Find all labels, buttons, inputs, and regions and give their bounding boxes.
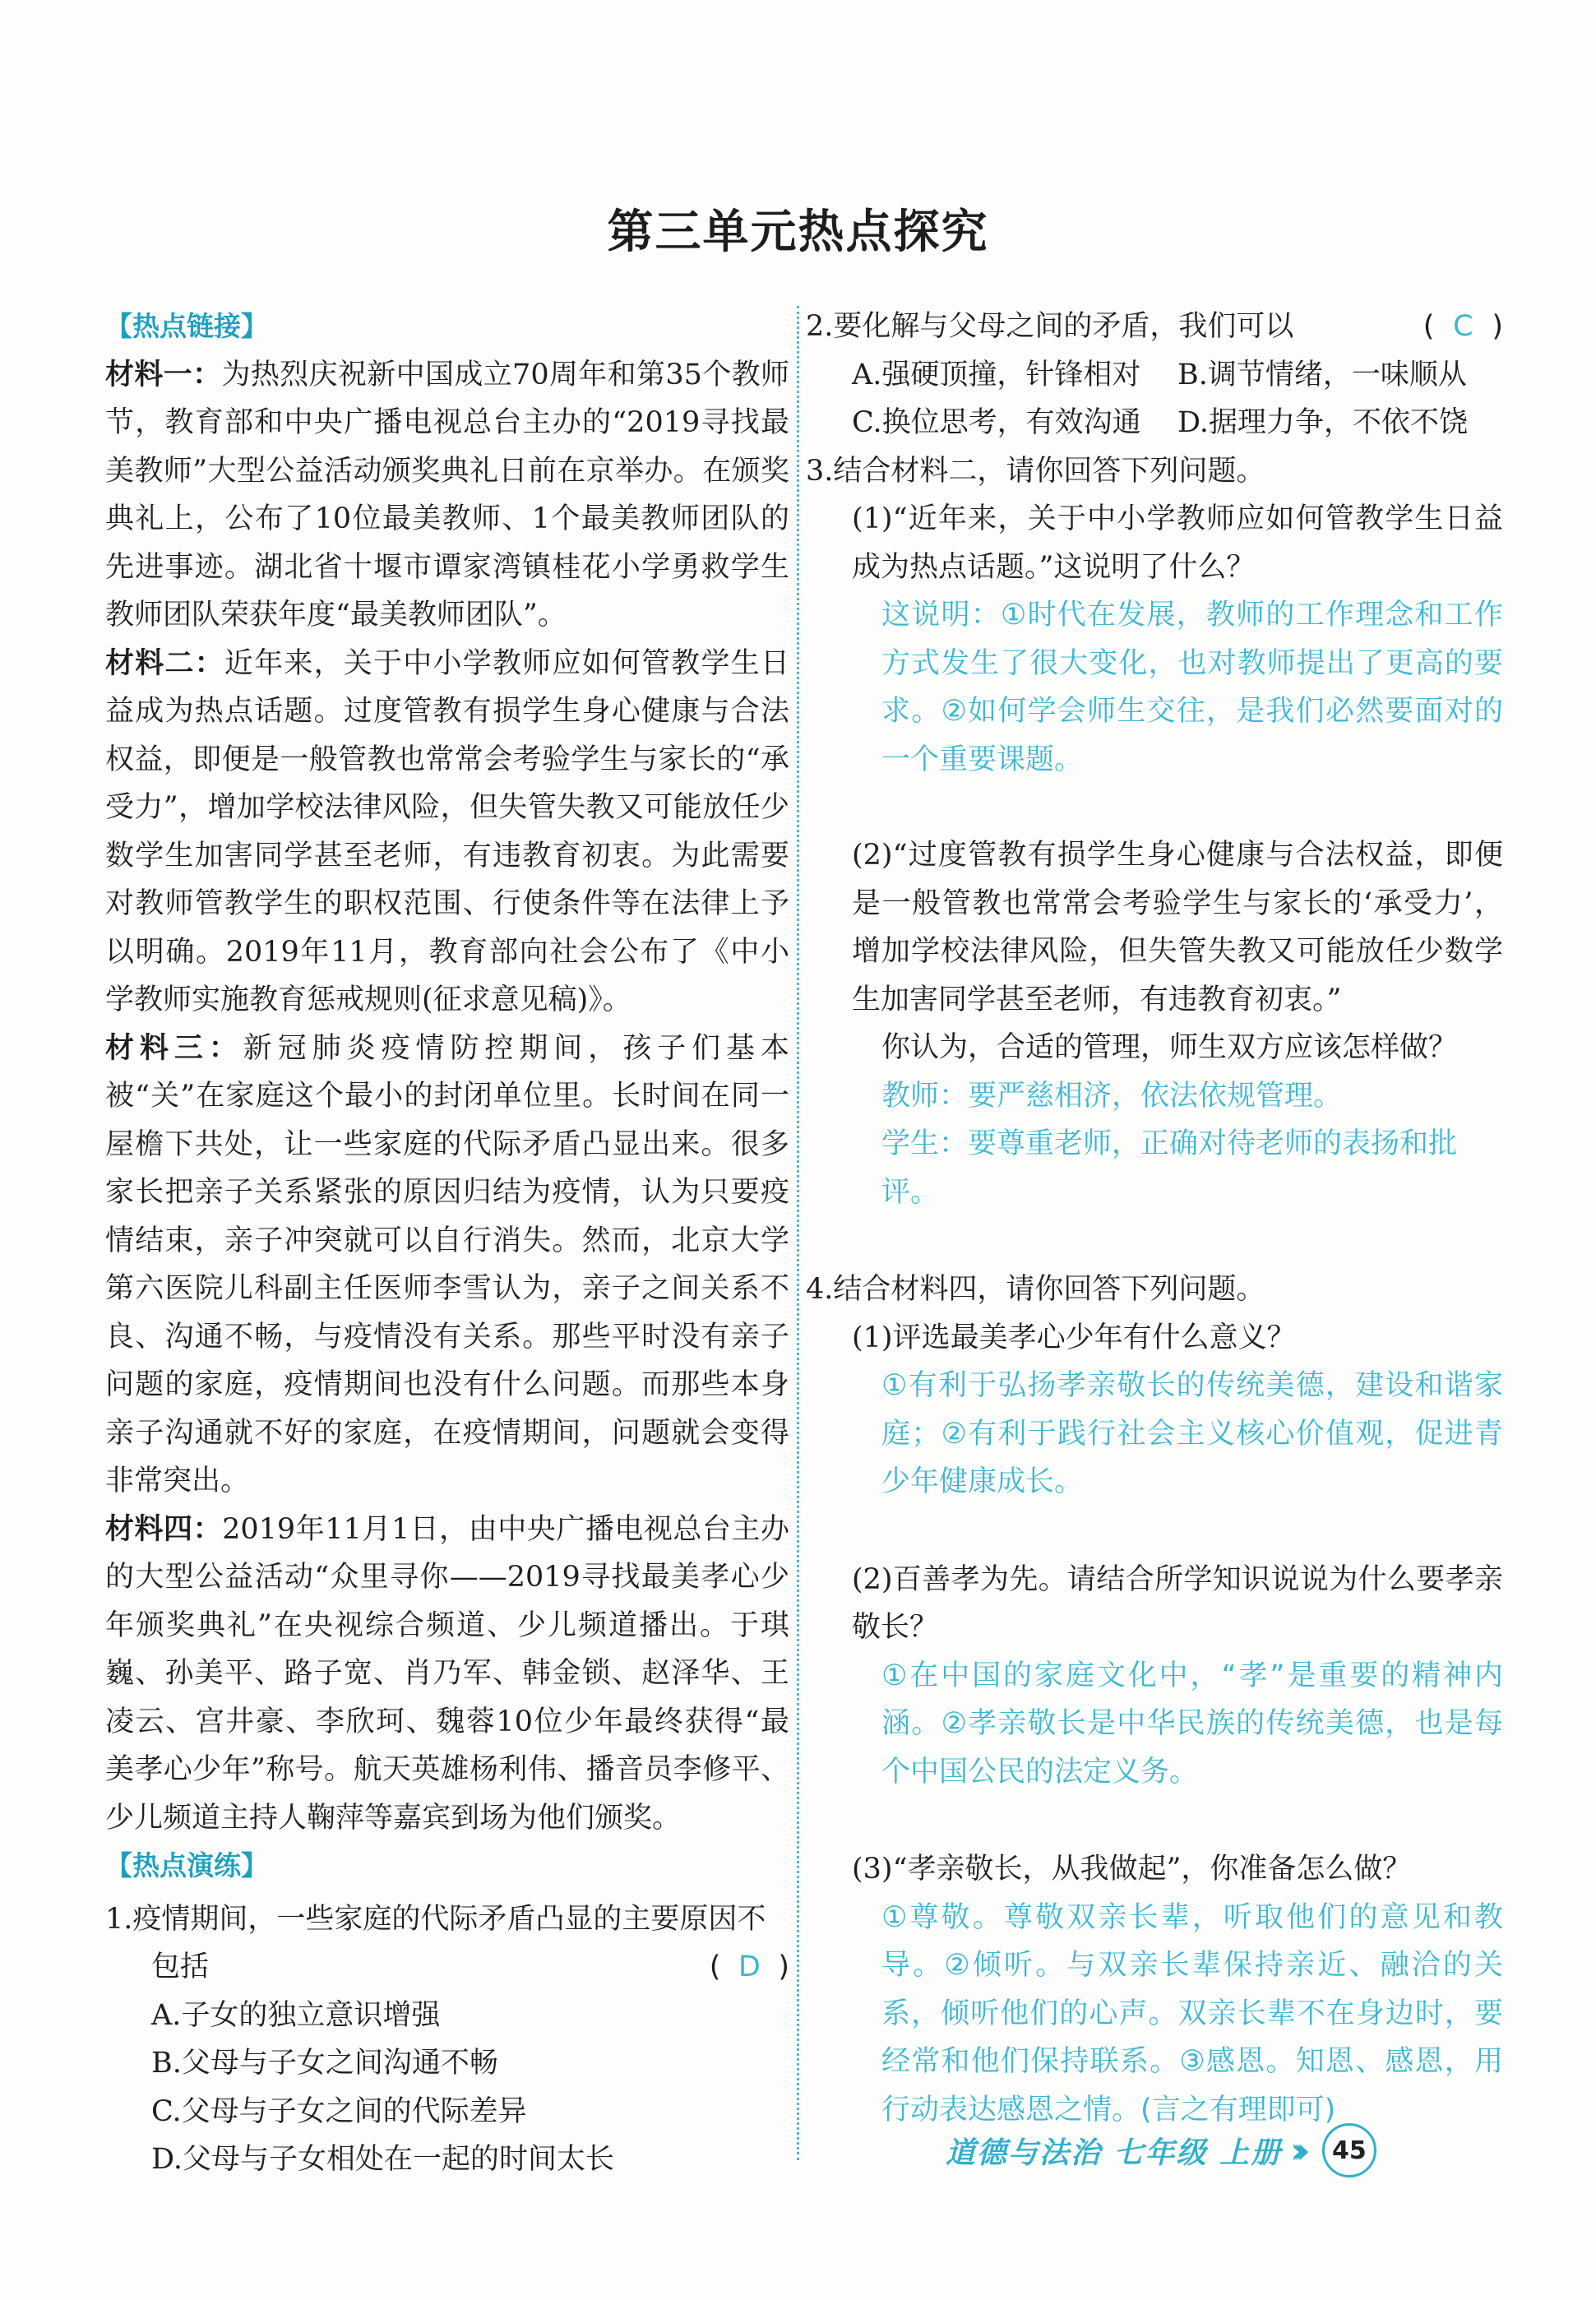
question-1-stem: 1.疫情期间，一些家庭的代际矛盾凸显的主要原因不 [105,1902,766,1936]
answer-bracket [710,1943,789,1992]
bracket-open: ( [709,1951,721,1983]
option: C.换位思考，有效沟通 [852,406,1141,439]
question-2-stem-row [806,303,1503,351]
question-2-stem: 2.要化解与父母之间的矛盾，我们可以 [806,310,1294,343]
page-title: 第三单元热点探究 [607,205,989,259]
material-label: 材料三： [105,1031,243,1065]
option: A.子女的独立意识增强 [151,1998,441,2032]
page-footer [946,2122,1513,2179]
answer-letter: D [738,1951,761,1983]
material-2 [105,640,789,1025]
answer-text: 教师：要严慈相济，依法依规管理。 [881,1079,1343,1113]
answer-text: 这说明：①时代在发展，教师的工作理念和工作方式发生了很大变化，也对教师提出了更高的要求。②如何学会师生交往，是我们必然要面对的一个重要课题。 [881,599,1503,776]
sub-question-1: (1)“近年来，关于中小学教师应如何管教学生日益成为热点话题。”这说明了什么？ [852,502,1503,584]
sub-question-2: (2)“过度管教有损学生身心健康与合法权益，即便是一般管教也常常会考验学生与家长的‘承受力’，增加学校法律风险，但失管失教又可能放任少数学生加害同学甚至老师，有违教育初衷。” [852,839,1503,1016]
answer-text: 学生：要尊重老师，正确对待老师的表扬和批评。 [881,1127,1458,1209]
answer-letter: C [1453,310,1473,343]
bracket-open: ( [1423,310,1435,343]
hot-link-tag: 【热点链接】 [105,310,268,342]
material-text: 为热烈庆祝新中国成立70周年和第35个教师节，教育部和中央广播电视总台主办的“2019寻找最美教师”大型公益活动颁奖典礼日前在京举办。在颁奖典礼上，公布了10位最美教师、1个最美教师团队的先进事迹。湖北省十堰市谭家湾镇桂花小学勇救学生教师团队荣获年度“最美教师团队”。 [105,358,789,632]
answer-space [806,1216,1503,1266]
option: B.调节情绪，一味顺从 [1177,358,1467,391]
question-4 [806,1266,1503,2134]
option: A.强硬顶撞，针锋相对 [852,358,1141,391]
answer-bracket [1423,303,1503,351]
sub-question-1: (1)评选最美孝心少年有什么意义？ [852,1321,1296,1354]
option: D.据理力争，不依不饶 [1177,406,1468,439]
sub-question-3: (3)“孝亲敬长，从我做起”，你准备怎么做？ [852,1853,1412,1886]
page-number: 45 [1332,2136,1367,2165]
answer-text: ①有利于弘扬孝亲敬长的传统美德，建设和谐家庭；②有利于践行社会主义核心价值观，促进青少年健康成长。 [881,1369,1503,1498]
course-name: 道德与法治 七年级 上册 [946,2136,1283,2170]
material-label: 材料四： [105,1512,223,1546]
material-label: 材料二： [105,646,224,680]
sub-question-2-ask: 你认为，合适的管理，师生双方应该怎样做？ [881,1031,1458,1064]
option: C.父母与子女之间的代际差异 [151,2094,527,2128]
question-2 [806,303,1503,447]
material-1 [105,351,789,640]
practice-tag: 【热点演练】 [105,1849,268,1881]
answer-space [806,1506,1503,1556]
option: B.父母与子女之间沟通不畅 [151,2047,498,2080]
question-1-stem2: 包括 [151,1951,210,1983]
bracket-close: ) [1492,310,1503,343]
option-row [806,399,1503,447]
material-3 [105,1025,789,1506]
material-label: 材料一： [105,358,222,391]
answer-space [806,784,1503,831]
answer-space [806,1796,1503,1845]
page-number-badge [1322,2123,1376,2177]
chevron-icon: ››› [1290,2129,1299,2172]
right-column [806,303,1503,2134]
question-3 [806,447,1503,1217]
answer-text: ①在中国的家庭文化中，“孝”是重要的精神内涵。②孝亲敬长是中华民族的传统美德，也是每个中国公民的法定义务。 [881,1659,1503,1789]
option: D.父母与子女相处在一起的时间太长 [151,2143,614,2176]
question-4-stem: 4.结合材料四，请你回答下列问题。 [806,1273,1265,1306]
material-text: 近年来，关于中小学教师应如何管教学生日益成为热点话题。过度管教有损学生身心健康与合法权益，即便是一般管教也常常会考验学生与家长的“承受力”，增加学校法律风险，但失管失教又可能放任少数学生加害同学甚至老师，有违教育初衷。为此需要对教师管教学生的职权范围、行使条件等在法律上予以明确。2019年11月，教育部向社会公布了《中小学教师实施教育惩戒规则(征求意见稿)》。 [105,646,789,1016]
option-row [806,351,1503,400]
question-3-stem: 3.结合材料二，请你回答下列问题。 [806,454,1265,488]
left-column [105,303,789,2184]
material-text: 新冠肺炎疫情防控期间，孩子们基本被“关”在家庭这个最小的封闭单位里。长时间在同一屋檐下共处，让一些家庭的代际矛盾凸显出来。很多家长把亲子关系紧张的原因归结为疫情，认为只要疫情结束，亲子冲突就可以自行消失。然而，北京大学第六医院儿科副主任医师李雪认为，亲子之间关系不良、沟通不畅，与疫情没有关系。那些平时没有亲子问题的家庭，疫情期间也没有什么问题。而那些本身亲子沟通就不好的家庭，在疫情期间，问题就会变得非常突出。 [105,1031,789,1497]
material-text: 2019年11月1日，由中央广播电视总台主办的大型公益活动“众里寻你——2019寻找最美孝心少年颁奖典礼”在央视综合频道、少儿频道播出。于琪巍、孙美平、路子宽、肖乃军、韩金锁、赵泽华、王凌云、宫井豪、李欣珂、魏蓉10位少年最终获得“最美孝心少年”称号。航天英雄杨利伟、播音员李修平、少儿频道主持人鞠萍等嘉宾到场为他们颁奖。 [105,1512,789,1835]
question-1-stem-cont [105,1943,789,1992]
bracket-close: ) [778,1951,789,1983]
answer-text: ①尊敬。尊敬双亲长辈，听取他们的意见和教导。②倾听。与双亲长辈保持亲近、融洽的关系，倾听他们的心声。双亲长辈不在身边时，要经常和他们保持联系。③感恩。知恩、感恩，用行动表达感恩之情。(言之有理即可) [881,1900,1503,2126]
question-1 [105,1895,789,2184]
material-4 [105,1506,789,1843]
sub-question-2: (2)百善孝为先。请结合所学知识说说为什么要孝亲敬长？ [852,1562,1503,1644]
column-divider [797,306,799,2160]
